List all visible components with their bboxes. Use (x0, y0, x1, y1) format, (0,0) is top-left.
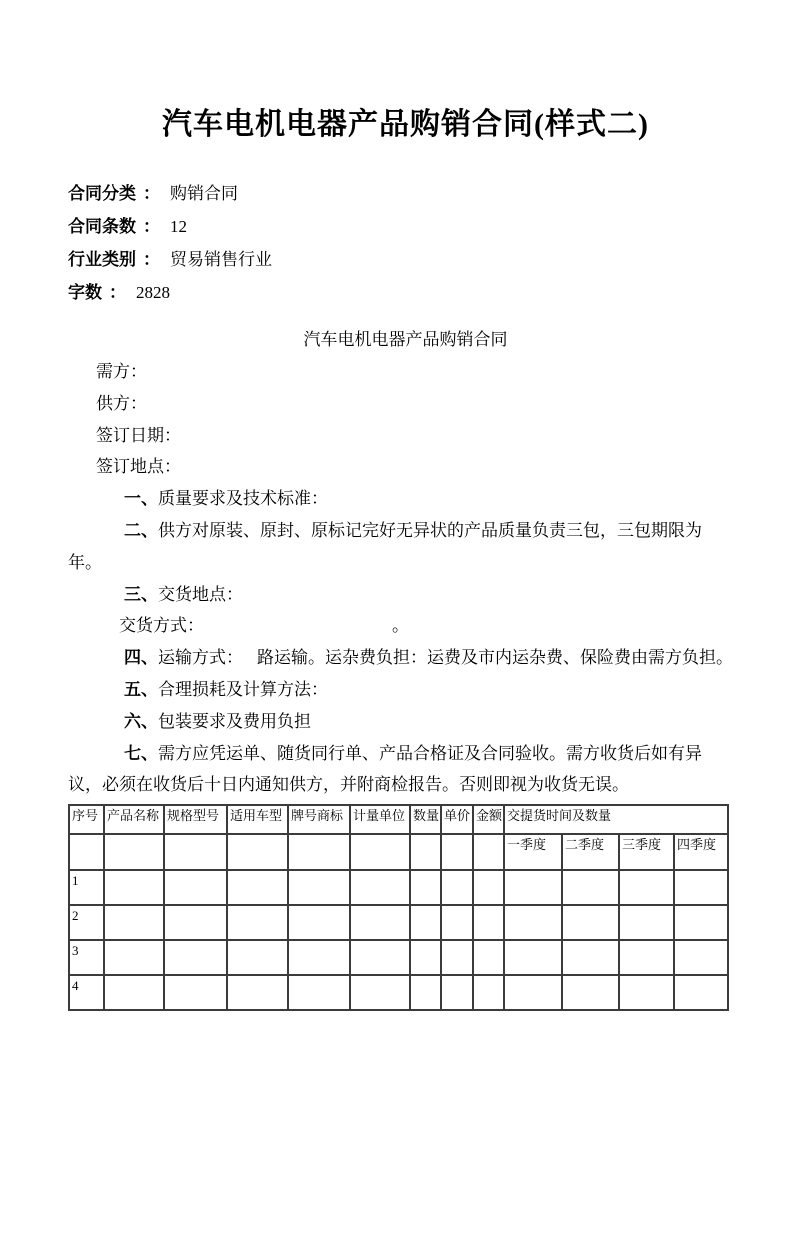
row-number: 2 (69, 905, 104, 940)
empty-cell (104, 834, 164, 870)
empty-cell (674, 870, 728, 905)
clause-5-number: 五、 (124, 679, 158, 699)
table-header-row (69, 805, 728, 834)
empty-cell (104, 870, 164, 905)
table-row-3 (69, 940, 728, 975)
meta-row-word-count (68, 276, 743, 309)
clause-6-text: 包装要求及费用负担 (158, 711, 311, 731)
meta-value: 购销合同 (170, 184, 238, 203)
subheader-quarter-3: 三季度 (619, 834, 674, 870)
empty-cell (619, 940, 674, 975)
empty-cell (441, 940, 473, 975)
empty-cell (619, 975, 674, 1010)
empty-cell (562, 940, 619, 975)
clause-1-text: 质量要求及技术标准： (158, 489, 328, 509)
meta-separator: ： (143, 217, 160, 236)
col-header-unit: 计量单位 (350, 805, 410, 834)
empty-cell (288, 905, 350, 940)
sign-place-line: 签订地点： (96, 457, 181, 477)
empty-cell (227, 834, 288, 870)
product-schedule-table (68, 804, 729, 1011)
empty-cell (441, 870, 473, 905)
empty-cell (350, 870, 410, 905)
clause-1-number: 一、 (124, 489, 158, 509)
meta-separator: ： (109, 283, 126, 302)
delivery-method-line (68, 610, 743, 642)
empty-cell (410, 834, 441, 870)
col-header-serial: 序号 (69, 805, 104, 834)
party-supply-line: 供方： (96, 393, 147, 413)
empty-cell (164, 940, 227, 975)
clause-2-text-line2: 年。 (68, 552, 102, 572)
empty-cell (473, 905, 504, 940)
meta-label: 行业类别 (68, 250, 136, 269)
delivery-method-period: 。 (392, 616, 409, 636)
row-number: 1 (69, 870, 104, 905)
empty-cell (104, 940, 164, 975)
empty-cell (473, 834, 504, 870)
empty-cell (504, 905, 562, 940)
empty-cell (504, 940, 562, 975)
empty-cell (410, 870, 441, 905)
clause-1 (68, 483, 743, 515)
meta-value: 2828 (136, 283, 170, 302)
meta-separator: ： (143, 250, 160, 269)
empty-cell (288, 870, 350, 905)
clause-6-number: 六、 (124, 711, 158, 731)
clause-2 (68, 515, 743, 579)
meta-label: 合同条数 (68, 217, 136, 236)
empty-cell (227, 905, 288, 940)
clause-2-number: 二、 (124, 520, 158, 540)
subheader-quarter-2: 二季度 (562, 834, 619, 870)
empty-cell (164, 975, 227, 1010)
clause-3-number: 三、 (124, 584, 158, 604)
clause-3 (68, 579, 743, 611)
clause-4 (68, 642, 743, 674)
empty-cell (164, 905, 227, 940)
delivery-method-label: 交货方式： (119, 616, 204, 636)
empty-cell (674, 975, 728, 1010)
empty-cell (674, 905, 728, 940)
clause-4-text: 路运输。运杂费负担：运费及市内运杂费、保险费由需方负担。 (257, 648, 733, 668)
empty-cell (350, 940, 410, 975)
empty-cell (350, 905, 410, 940)
empty-cell (619, 905, 674, 940)
empty-cell (288, 834, 350, 870)
table-row-2 (69, 905, 728, 940)
table-row-4 (69, 975, 728, 1010)
table-subheader-row (69, 834, 728, 870)
document-page (0, 104, 800, 1236)
meta-label: 字数 (68, 283, 102, 302)
document-content (68, 104, 743, 1011)
empty-cell (288, 975, 350, 1010)
row-number: 4 (69, 975, 104, 1010)
empty-cell (350, 834, 410, 870)
empty-cell (473, 870, 504, 905)
col-header-quantity: 数量 (410, 805, 441, 834)
empty-cell (441, 905, 473, 940)
col-header-spec-model: 规格型号 (164, 805, 227, 834)
subheader-quarter-4: 四季度 (674, 834, 728, 870)
empty-cell (410, 975, 441, 1010)
empty-cell (69, 834, 104, 870)
col-header-brand: 牌号商标 (288, 805, 350, 834)
clause-3-text: 交货地点： (158, 584, 243, 604)
clause-6 (68, 706, 743, 738)
meta-row-category (68, 177, 743, 210)
empty-cell (227, 975, 288, 1010)
empty-cell (562, 975, 619, 1010)
empty-cell (410, 940, 441, 975)
empty-cell (441, 975, 473, 1010)
empty-cell (562, 870, 619, 905)
meta-label: 合同分类 (68, 184, 136, 203)
empty-cell (619, 870, 674, 905)
clause-7-text-line1: 需方应凭运单、随货同行单、产品合格证及合同验收。需方收货后如有异 (158, 743, 702, 763)
meta-value: 贸易销售行业 (170, 250, 272, 269)
meta-row-clause-count (68, 210, 743, 243)
empty-cell (350, 975, 410, 1010)
clause-7-text-line2: 议，必须在收货后十日内通知供方，并附商检报告。否则即视为收货无误。 (68, 775, 629, 795)
col-header-amount: 金额 (473, 805, 504, 834)
meta-separator: ： (143, 184, 160, 203)
col-header-vehicle-type: 适用车型 (227, 805, 288, 834)
empty-cell (504, 975, 562, 1010)
sign-date-line: 签订日期： (96, 425, 181, 445)
col-header-product-name: 产品名称 (104, 805, 164, 834)
clause-4-label: 运输方式： (158, 648, 243, 668)
clause-2-text-line1: 供方对原装、原封、原标记完好无异状的产品质量负责三包，三包期限为 (158, 520, 702, 540)
clause-5 (68, 674, 743, 706)
clause-7-number: 七、 (124, 743, 158, 763)
empty-cell (104, 905, 164, 940)
meta-row-industry (68, 243, 743, 276)
row-number: 3 (69, 940, 104, 975)
empty-cell (164, 870, 227, 905)
col-header-delivery-schedule: 交提货时间及数量 (504, 805, 728, 834)
empty-cell (562, 905, 619, 940)
col-header-unit-price: 单价 (441, 805, 473, 834)
empty-cell (227, 870, 288, 905)
empty-cell (504, 870, 562, 905)
contract-subtitle: 汽车电机电器产品购销合同 (303, 330, 508, 349)
empty-cell (473, 940, 504, 975)
subheader-quarter-1: 一季度 (504, 834, 562, 870)
empty-cell (441, 834, 473, 870)
clause-7 (68, 738, 743, 802)
empty-cell (227, 940, 288, 975)
empty-cell (674, 940, 728, 975)
page-title: 汽车电机电器产品购销合同(样式二) (162, 108, 649, 141)
empty-cell (104, 975, 164, 1010)
party-demand-line: 需方： (96, 362, 147, 381)
empty-cell (164, 834, 227, 870)
empty-cell (288, 940, 350, 975)
meta-value: 12 (170, 217, 187, 236)
empty-cell (473, 975, 504, 1010)
table-row-1 (69, 870, 728, 905)
contract-meta (68, 177, 743, 309)
empty-cell (410, 905, 441, 940)
clause-4-number: 四、 (124, 648, 158, 668)
clause-5-text: 合理损耗及计算方法： (158, 679, 328, 699)
